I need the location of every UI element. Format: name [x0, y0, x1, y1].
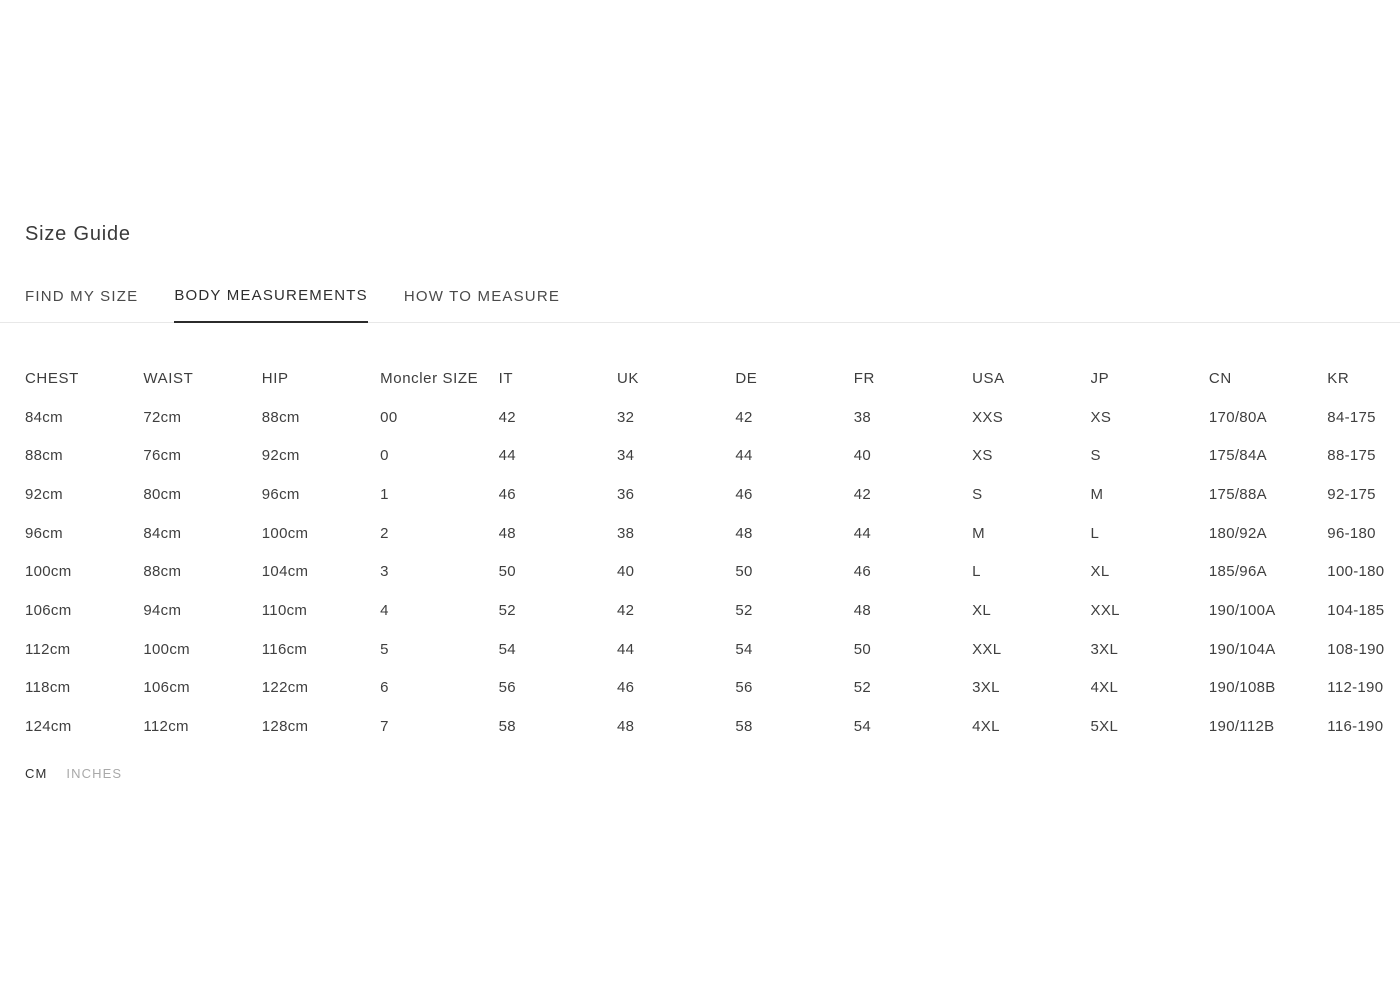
table-cell: 52 [498, 601, 516, 619]
header-cell-waist: WAIST [143, 369, 194, 387]
table-cell: 96cm [261, 485, 300, 503]
table-cell: 42 [853, 485, 872, 503]
table-cell: 116-190 [1327, 718, 1384, 736]
header-cell-de: DE [735, 369, 758, 387]
table-cell: 7 [380, 718, 389, 736]
unit-inches-button[interactable]: INCHES [66, 765, 123, 781]
table-cell: 50 [853, 640, 872, 658]
table-cell: 3XL [1090, 640, 1119, 658]
table-cell: 94cm [143, 601, 182, 619]
table-cell: S [972, 485, 983, 503]
table-cell: 44 [735, 447, 753, 465]
table-header-row [25, 359, 1400, 398]
table-cell: 50 [498, 563, 516, 581]
table-cell: 96cm [25, 524, 63, 542]
table-row [25, 591, 1400, 630]
table-cell: 104-185 [1327, 601, 1385, 619]
table-cell: 46 [498, 485, 516, 503]
table-cell: 48 [616, 718, 635, 736]
table-row [25, 630, 1400, 669]
table-row [25, 669, 1400, 708]
table-cell: 100cm [25, 563, 72, 581]
table-cell: 5 [380, 640, 389, 658]
table-cell: 52 [735, 601, 753, 619]
table-cell: M [972, 524, 985, 542]
table-cell: 116cm [261, 640, 308, 658]
table-cell: 96-180 [1327, 524, 1376, 542]
table-cell: 44 [616, 640, 635, 658]
table-cell: 190/104A [1208, 640, 1276, 658]
table-cell: 110cm [261, 601, 308, 619]
table-cell: 48 [498, 524, 516, 542]
table-cell: 100-180 [1327, 563, 1385, 581]
table-cell: 106cm [25, 601, 72, 619]
header-cell-moncler-size: Moncler SIZE [380, 369, 479, 387]
table-cell: 106cm [143, 679, 190, 697]
table-cell: 88cm [261, 408, 300, 426]
table-cell: 80cm [143, 485, 182, 503]
size-guide-page [0, 222, 1400, 1000]
header-cell-uk: UK [616, 369, 639, 387]
table-cell: 84-175 [1327, 408, 1376, 426]
table-cell: 56 [735, 679, 753, 697]
table-cell: 128cm [261, 718, 309, 736]
table-cell: 100cm [143, 640, 190, 658]
table-cell: 112-190 [1327, 679, 1384, 697]
table-cell: XXS [972, 408, 1004, 426]
table-cell: 40 [853, 447, 872, 465]
table-cell: 3 [380, 563, 389, 581]
table-cell: 56 [498, 679, 516, 697]
table-cell: 32 [616, 408, 635, 426]
table-cell: 00 [380, 408, 398, 426]
header-cell-cn: CN [1208, 369, 1232, 387]
table-cell: 46 [735, 485, 753, 503]
table-cell: 92-175 [1327, 485, 1376, 503]
size-table [25, 359, 1400, 746]
table-cell: 185/96A [1208, 563, 1267, 581]
table-cell: 38 [616, 524, 635, 542]
table-cell: 100cm [261, 524, 309, 542]
table-cell: 42 [735, 408, 753, 426]
table-cell: 50 [735, 563, 753, 581]
table-cell: 72cm [143, 408, 182, 426]
tab-find-my-size[interactable]: FIND MY SIZE [25, 288, 138, 322]
table-cell: 42 [616, 601, 635, 619]
table-cell: XS [972, 447, 993, 465]
table-cell: 170/80A [1208, 408, 1267, 426]
table-cell: XXL [1090, 601, 1120, 619]
table-cell: 190/112B [1208, 718, 1275, 736]
table-cell: L [1090, 524, 1100, 542]
header-cell-kr: KR [1327, 369, 1350, 387]
table-cell: 5XL [1090, 718, 1119, 736]
table-cell: 48 [735, 524, 753, 542]
unit-toggle [25, 766, 1400, 781]
table-row [25, 398, 1400, 437]
table-cell: 58 [498, 718, 516, 736]
table-cell: 4 [380, 601, 389, 619]
table-cell: 84cm [143, 524, 182, 542]
table-cell: 0 [380, 447, 389, 465]
table-cell: 4XL [1090, 679, 1119, 697]
table-cell: 3XL [972, 679, 1000, 697]
table-cell: 180/92A [1208, 524, 1267, 542]
table-cell: 88cm [143, 563, 182, 581]
header-cell-hip: HIP [261, 369, 289, 387]
table-cell: 40 [616, 563, 635, 581]
table-cell: L [972, 563, 981, 581]
table-row [25, 475, 1400, 514]
table-cell: 190/108B [1208, 679, 1276, 697]
table-cell: 6 [380, 679, 389, 697]
table-cell: 34 [616, 447, 635, 465]
table-cell: XXL [972, 640, 1002, 658]
table-cell: 58 [735, 718, 753, 736]
table-cell: S [1090, 447, 1101, 465]
table-cell: 2 [380, 524, 389, 542]
table-cell: 175/84A [1208, 447, 1267, 465]
table-cell: XL [1090, 563, 1110, 581]
tabs [0, 287, 1400, 323]
table-cell: 1 [380, 485, 389, 503]
table-cell: 46 [853, 563, 872, 581]
table-cell: 124cm [25, 718, 72, 736]
unit-cm-button[interactable]: CM [25, 765, 48, 781]
table-cell: M [1090, 485, 1104, 503]
header-cell-it: IT [498, 369, 514, 387]
page-title: Size Guide [25, 223, 131, 245]
table-cell: 175/88A [1208, 485, 1267, 503]
table-cell: 36 [616, 485, 635, 503]
table-cell: 88-175 [1327, 447, 1376, 465]
tab-how-to-measure[interactable]: HOW TO MEASURE [404, 288, 560, 322]
table-cell: 54 [853, 718, 872, 736]
table-cell: 112cm [25, 640, 71, 658]
table-cell: 46 [616, 679, 635, 697]
table-cell: 118cm [25, 679, 71, 697]
table-cell: 38 [853, 408, 872, 426]
table-row [25, 514, 1400, 553]
table-cell: 108-190 [1327, 640, 1385, 658]
table-cell: 76cm [143, 447, 182, 465]
table-cell: XS [1090, 408, 1112, 426]
header-cell-fr: FR [853, 369, 875, 387]
table-row [25, 707, 1400, 746]
table-cell: 42 [498, 408, 516, 426]
table-cell: 122cm [261, 679, 309, 697]
table-cell: 48 [853, 601, 872, 619]
table-cell: 190/100A [1208, 601, 1276, 619]
table-cell: 84cm [25, 408, 63, 426]
table-cell: 88cm [25, 447, 63, 465]
table-cell: 52 [853, 679, 872, 697]
header-cell-usa: USA [972, 369, 1005, 387]
table-cell: 54 [735, 640, 753, 658]
header-cell-chest: CHEST [25, 369, 79, 387]
table-cell: 112cm [143, 718, 189, 736]
table-cell: 92cm [25, 485, 63, 503]
tab-body-measurements[interactable]: BODY MEASUREMENTS [174, 287, 368, 323]
table-cell: 44 [498, 447, 516, 465]
table-cell: 44 [853, 524, 872, 542]
table-cell: 92cm [261, 447, 300, 465]
table-cell: 4XL [972, 718, 1000, 736]
table-cell: 104cm [261, 563, 309, 581]
header-cell-jp: JP [1090, 369, 1110, 387]
table-row [25, 552, 1400, 591]
table-cell: XL [972, 601, 992, 619]
table-row [25, 436, 1400, 475]
table-cell: 54 [498, 640, 516, 658]
